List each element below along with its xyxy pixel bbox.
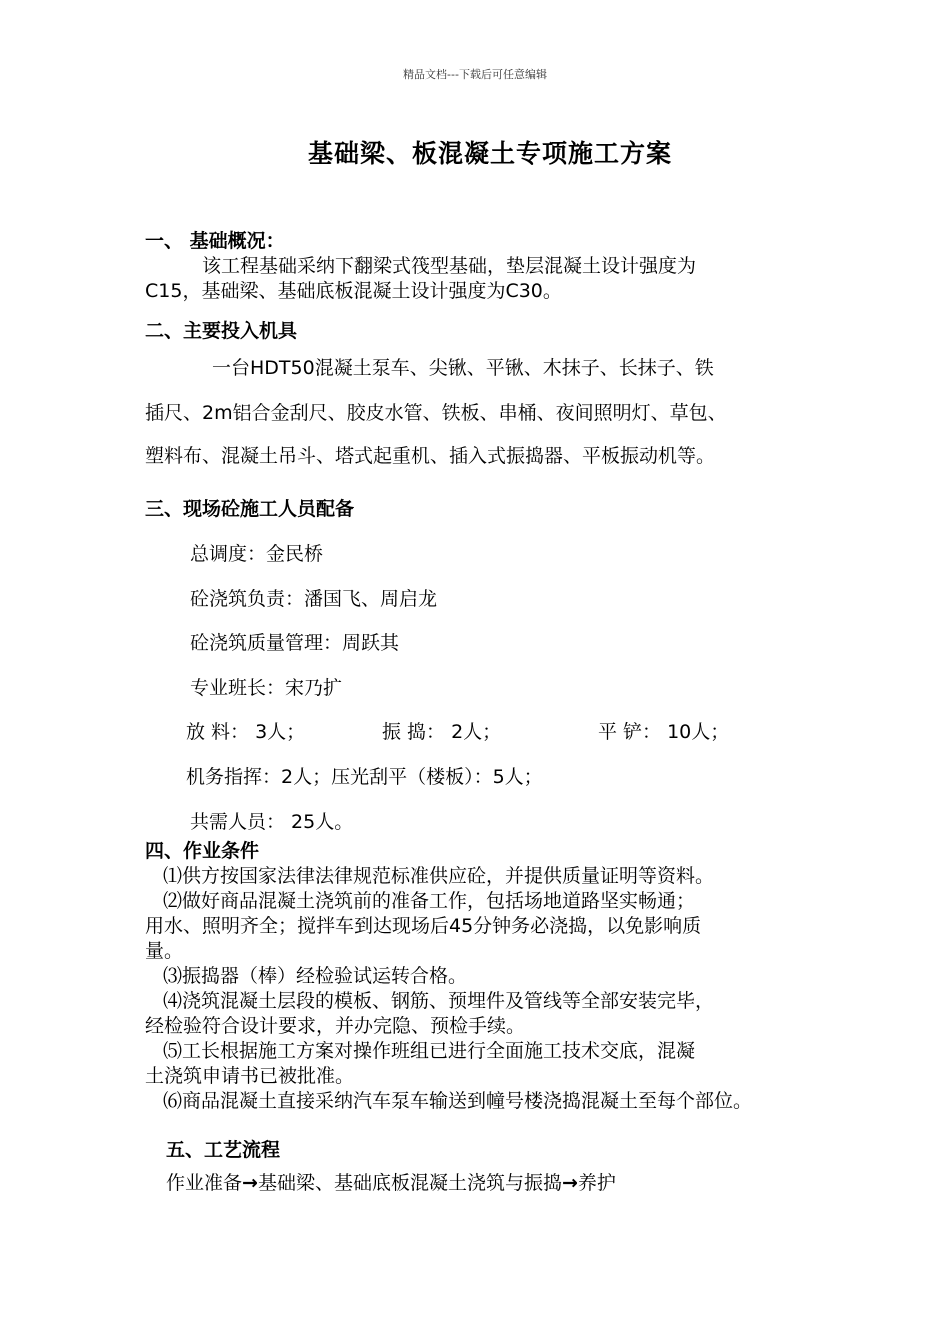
process-step-pouring: 基础梁、基础底板混凝土浇筑与振捣 xyxy=(257,1172,562,1194)
arrow-right-icon: → xyxy=(561,1172,578,1194)
process-step-curing: 养护 xyxy=(577,1172,616,1194)
condition-5-line-1: ⑸工长根据施工方案对操作班组已进行全面施工技术交底，混凝 xyxy=(163,1040,696,1062)
condition-1: ⑴供方按国家法律法律规范标准供应砼，并提供质量证明等资料。 xyxy=(163,865,715,887)
process-flow xyxy=(166,1168,616,1195)
section-4-heading: 四、作业条件 xyxy=(145,840,260,862)
crew-total: 共需人员： 25人。 xyxy=(190,811,354,833)
section-5-heading: 五、工艺流程 xyxy=(166,1139,281,1161)
condition-3: ⑶振捣器（棒）经检验试运转合格。 xyxy=(163,965,468,987)
condition-4-line-1: ⑷浇筑混凝土层段的模板、钢筋、预埋件及管线等全部安装完毕， xyxy=(163,990,715,1012)
crew-machinery: 机务指挥：2人；压光刮平（楼板）：5人； xyxy=(186,766,543,788)
foreman-line: 专业班长：宋乃扩 xyxy=(190,677,343,699)
section-2-line-2: 插尺、2m铝合金刮尺、胶皮水管、铁板、串桶、夜间照明灯、草包、 xyxy=(145,402,727,424)
quality-line: 砼浇筑质量管理：周跃其 xyxy=(190,632,400,654)
section-1-line-2: C15，基础梁、基础底板混凝土设计强度为C30。 xyxy=(145,280,562,302)
condition-2-line-2: 用水、照明齐全；搅拌车到达现场后45分钟务必浇捣，以免影响质 xyxy=(145,915,702,937)
page-header: 精品文档---下载后可任意编辑 xyxy=(403,68,547,81)
crew-vibrating: 振 捣： 2人； xyxy=(382,721,502,743)
crew-feeding: 放 料： 3人； xyxy=(186,721,306,743)
section-1-line-1: 该工程基础采纳下翻梁式筏型基础，垫层混凝土设计强度为 xyxy=(202,255,697,277)
condition-6: ⑹商品混凝土直接采纳汽车泵车输送到幢号楼浇捣混凝土至每个部位。 xyxy=(163,1090,753,1112)
pour-lead-line: 砼浇筑负责：潘国飞、周启龙 xyxy=(190,588,438,610)
condition-5-line-2: 土浇筑申请书已被批准。 xyxy=(145,1065,355,1087)
document-title: 基础梁、板混凝土专项施工方案 xyxy=(307,139,672,168)
section-1-heading: 一、 基础概况： xyxy=(145,230,285,252)
arrow-right-icon: → xyxy=(242,1172,258,1194)
crew-leveling: 平 铲： 10人； xyxy=(598,721,730,743)
section-2-line-1: 一台HDT50混凝土泵车、尖锹、平锹、木抹子、长抹子、铁 xyxy=(212,357,714,379)
section-2-line-3: 塑料布、混凝土吊斗、塔式起重机、插入式振捣器、平板振动机等。 xyxy=(145,445,716,467)
condition-4-line-2: 经检验符合设计要求，并办完隐、预检手续。 xyxy=(145,1015,526,1037)
dispatcher-line: 总调度：金民桥 xyxy=(190,543,324,565)
condition-2-line-1: ⑵做好商品混凝土浇筑前的准备工作，包括场地道路坚实畅通； xyxy=(163,890,696,912)
section-3-heading: 三、现场砼施工人员配备 xyxy=(145,498,355,520)
condition-2-line-3: 量。 xyxy=(145,940,184,962)
process-step-prep: 作业准备 xyxy=(166,1172,243,1194)
section-2-heading: 二、主要投入机具 xyxy=(145,320,298,342)
